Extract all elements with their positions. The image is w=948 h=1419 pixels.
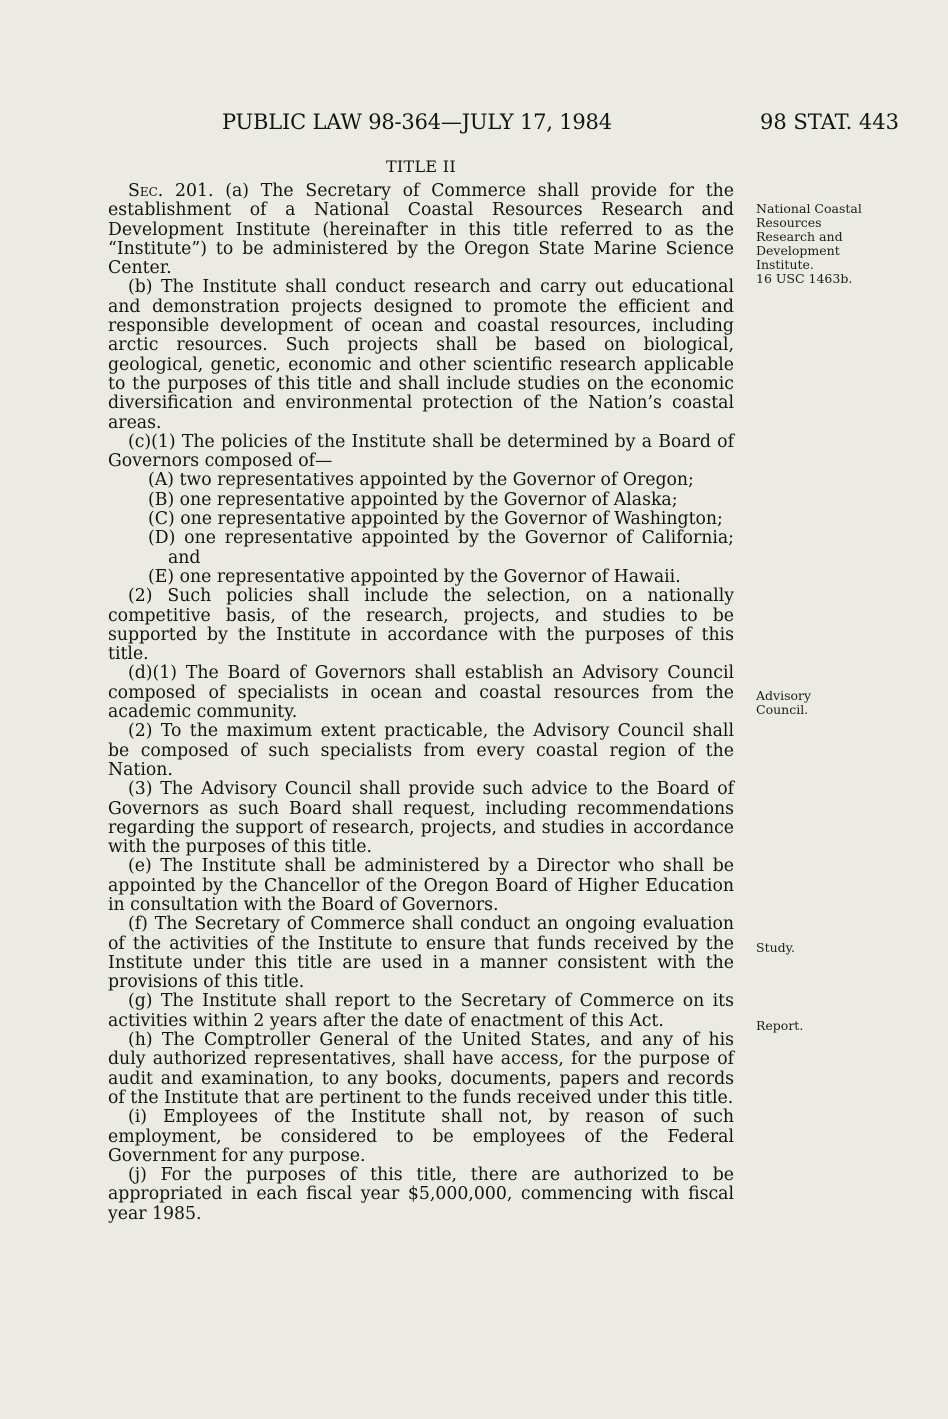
margin-line: Development: [756, 243, 840, 258]
running-header: [0, 110, 948, 144]
margin-usc-citation: 16 USC 1463b.: [756, 271, 853, 286]
title-heading: TITLE II: [385, 157, 457, 176]
subsection-e: (e) The Institute shall be administered by a Director who shall be appointed by the Chancellor of the Oregon Board of Higher Education in consultation with the Board of Governors.: [108, 856, 734, 915]
subsection-c1: (c)(1) The policies of the Institute shall be determined by a Board of Governors composed of—: [108, 431, 734, 472]
section-201-a: [108, 182, 734, 278]
subsection-i: (i) Employees of the Institute shall not, by reason of such employment, be considered to be employees of the Federal Government for any purpose.: [108, 1107, 734, 1166]
margin-note-report: Report.: [756, 1018, 804, 1033]
subsection-g: (g) The Institute shall report to the Secretary of Commerce on its activities within 2 years after the date of enactment of this Act.: [108, 991, 734, 1031]
section-label: Sec.: [128, 181, 164, 201]
subsection-f: (f) The Secretary of Commerce shall conduct an ongoing evaluation of the activities of the Institute to ensure that funds received by the Institute under this title are used in a manner consistent with the provisions of this title.: [108, 914, 734, 993]
page-title: PUBLIC LAW 98-364—JULY 17, 1984: [222, 110, 612, 134]
clause-c-B: (B) one representative appointed by the Governor of Alaska;: [148, 489, 678, 510]
margin-line: Council.: [756, 702, 809, 717]
margin-line: Advisory: [756, 688, 812, 703]
subsection-j: (j) For the purposes of this title, there are authorized to be appropriated in each fiscal year $5,000,000, commencing with fiscal year 1985.: [108, 1165, 734, 1224]
subsection-d2: (2) To the maximum extent practicable, the Advisory Council shall be composed of such specialists from every coastal region of the Nation.: [108, 721, 734, 780]
subsection-b: (b) The Institute shall conduct research and carry out educational and demonstration projects designed to promote the efficient and responsible development of ocean and coastal resources, including arctic resources. Such projects shall be based on biological, geological, genetic, economic and other scientific research applicable to the purposes of this title and shall include studies on the economic diversification and environmental protection of the Nation’s coastal areas.: [108, 277, 734, 433]
clause-c-E: (E) one representative appointed by the Governor of Hawaii.: [148, 566, 681, 587]
margin-line: Resources: [756, 215, 822, 230]
margin-line: Institute.: [756, 257, 814, 272]
section-text: 201. (a) The Secretary of Commerce shall provide for the establishment of a National Coastal Resources Research and Development Institute (hereinafter in this title referred to as the “Institute”) to be administered by the Oregon State Marine Science Center.: [108, 181, 734, 279]
clause-c-A: (A) two representatives appointed by the Governor of Oregon;: [148, 470, 694, 491]
subsection-c2: (2) Such policies shall include the selection, on a nationally competitive basis, of the research, projects, and studies to be supported by the Institute in accordance with the purposes of this title.: [108, 586, 734, 665]
margin-note-advisory: [756, 689, 906, 717]
margin-note-institute: [756, 202, 906, 286]
clause-c-D: (D) one representative appointed by the Governor of California; and: [148, 528, 734, 568]
statute-body: [108, 182, 734, 1224]
subsection-h: (h) The Comptroller General of the United States, and any of his duly authorized representatives, shall have access, for the purpose of audit and examination, to any books, documents, papers and records of the Institute that are pertinent to the funds received under this title.: [108, 1030, 734, 1108]
subsection-d3: (3) The Advisory Council shall provide such advice to the Board of Governors as such Board shall request, including recommendations regarding the support of research, projects, and studies in accordance with the purposes of this title.: [108, 779, 734, 858]
clause-c-C: (C) one representative appointed by the Governor of Washington;: [148, 509, 723, 530]
stat-page-number: 98 STAT. 443: [760, 110, 900, 134]
subsection-d1: (d)(1) The Board of Governors shall establish an Advisory Council composed of specialists in ocean and coastal resources from the academic community.: [108, 663, 734, 723]
margin-line: Research and: [756, 229, 843, 244]
margin-note-study: Study.: [756, 940, 796, 955]
margin-line: National Coastal: [756, 201, 862, 216]
